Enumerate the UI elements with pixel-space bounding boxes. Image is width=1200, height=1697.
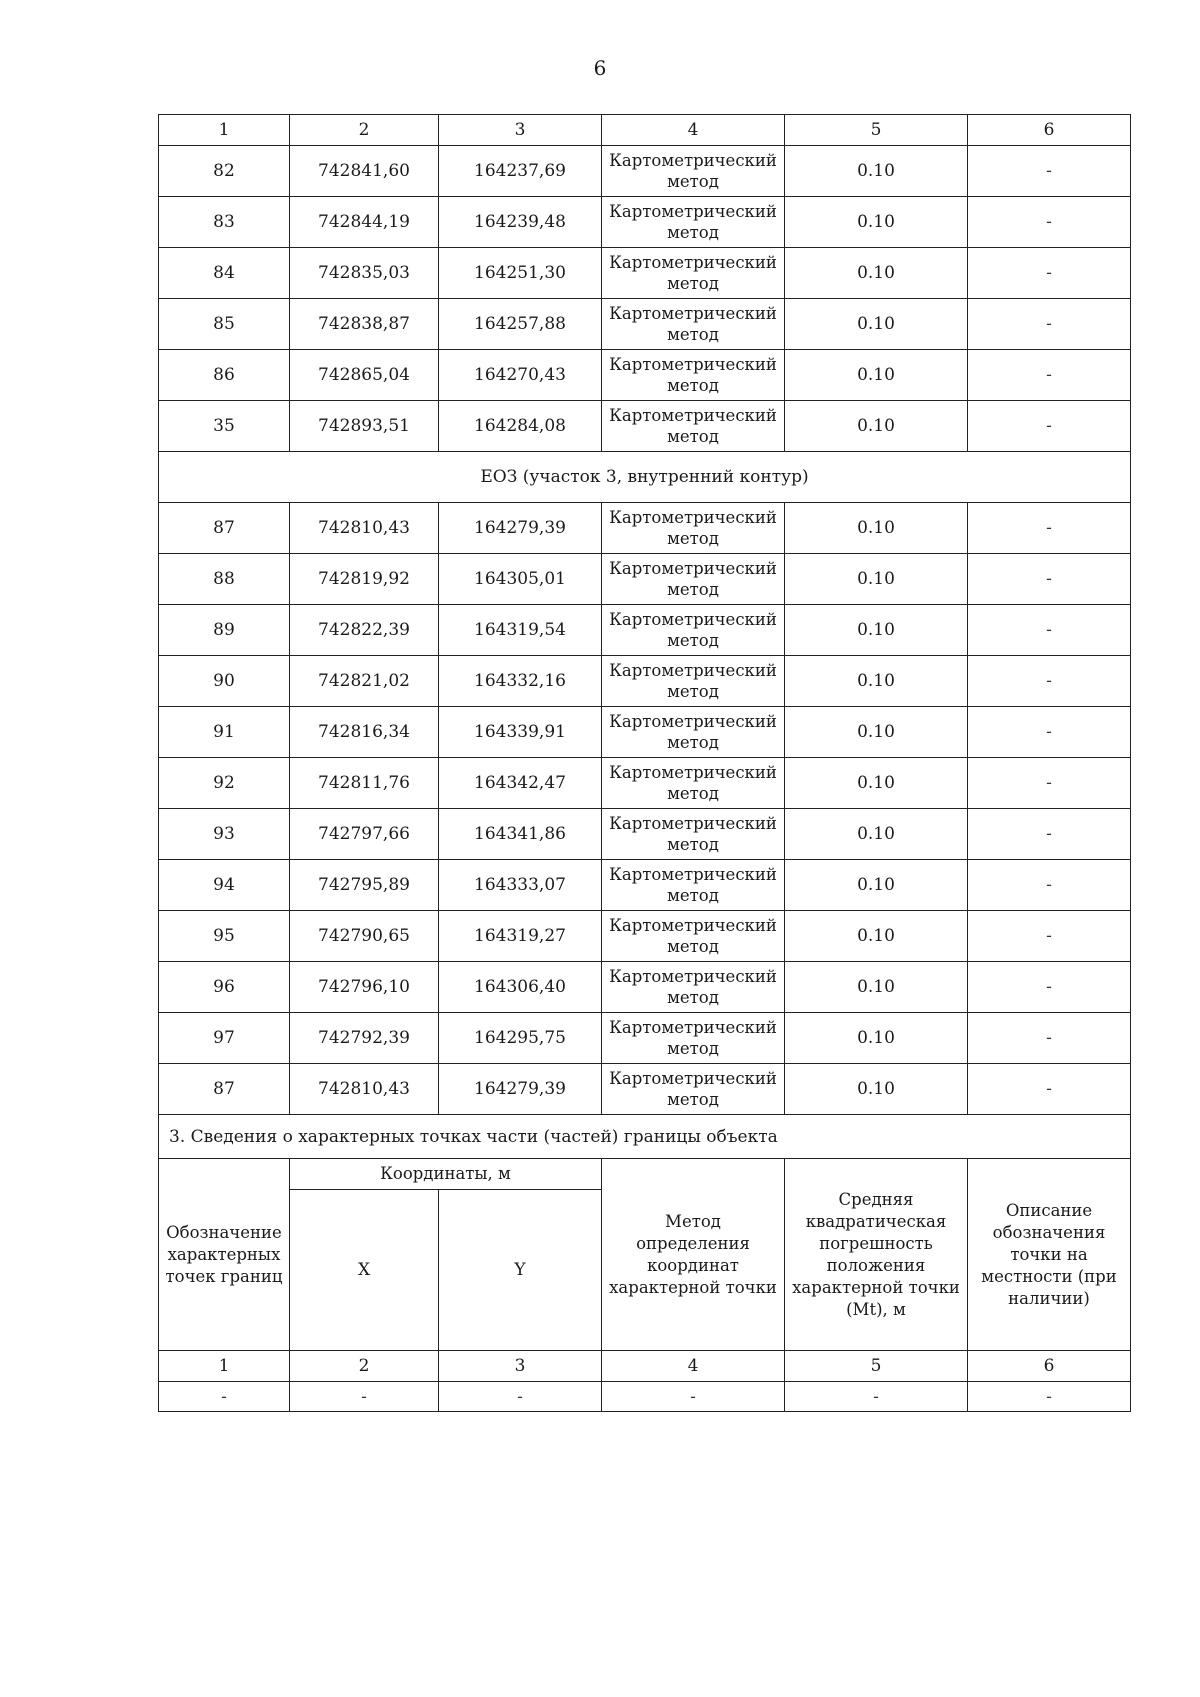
- description-cell: -: [968, 962, 1131, 1013]
- mt-label-header: Средняя квадратическая погрешность положения характерной точки (Mt), м: [785, 1159, 968, 1351]
- x-coordinate-cell: 742835,03: [290, 248, 439, 299]
- method-cell: Картометрический метод: [602, 554, 785, 605]
- table-row: [159, 197, 1131, 248]
- mt-cell: 0.10: [785, 554, 968, 605]
- column-number: 5: [785, 1351, 968, 1382]
- method-cell: Картометрический метод: [602, 809, 785, 860]
- table-row: [159, 146, 1131, 197]
- method-cell: Картометрический метод: [602, 146, 785, 197]
- description-cell: -: [968, 197, 1131, 248]
- y-coordinate-cell: 164237,69: [439, 146, 602, 197]
- method-cell: Картометрический метод: [602, 197, 785, 248]
- mt-cell: 0.10: [785, 1064, 968, 1115]
- table-row: [159, 707, 1131, 758]
- mt-cell: 0.10: [785, 860, 968, 911]
- x-coordinate-cell: 742792,39: [290, 1013, 439, 1064]
- description-cell: -: [968, 350, 1131, 401]
- table-row: [159, 401, 1131, 452]
- column-number: 1: [159, 1351, 290, 1382]
- point-cell: 35: [159, 401, 290, 452]
- y-coordinate-cell: 164342,47: [439, 758, 602, 809]
- mt-cell: 0.10: [785, 809, 968, 860]
- coords-label-header: Координаты, м: [290, 1159, 602, 1190]
- description-cell: -: [968, 656, 1131, 707]
- method-label-header: Метод определения координат характерной точки: [602, 1159, 785, 1351]
- column-number: 5: [785, 115, 968, 146]
- mt-cell: 0.10: [785, 503, 968, 554]
- table-row: [159, 809, 1131, 860]
- column-number: 1: [159, 115, 290, 146]
- empty-cell: -: [439, 1382, 602, 1412]
- description-cell: -: [968, 554, 1131, 605]
- section3-column-number-row: [159, 1351, 1131, 1382]
- table-row: [159, 860, 1131, 911]
- y-coordinate-cell: 164306,40: [439, 962, 602, 1013]
- point-cell: 91: [159, 707, 290, 758]
- y-coordinate-cell: 164257,88: [439, 299, 602, 350]
- method-cell: Картометрический метод: [602, 656, 785, 707]
- section3-header-row: [159, 1159, 1131, 1190]
- y-coordinate-cell: 164333,07: [439, 860, 602, 911]
- description-cell: -: [968, 1064, 1131, 1115]
- method-cell: Картометрический метод: [602, 1064, 785, 1115]
- x-coordinate-cell: 742810,43: [290, 503, 439, 554]
- point-cell: 87: [159, 503, 290, 554]
- method-cell: Картометрический метод: [602, 860, 785, 911]
- x-coordinate-cell: 742797,66: [290, 809, 439, 860]
- x-coordinate-cell: 742821,02: [290, 656, 439, 707]
- column-number: 3: [439, 1351, 602, 1382]
- description-cell: -: [968, 1013, 1131, 1064]
- point-cell: 96: [159, 962, 290, 1013]
- mt-cell: 0.10: [785, 146, 968, 197]
- point-cell: 84: [159, 248, 290, 299]
- mt-cell: 0.10: [785, 656, 968, 707]
- y-coordinate-cell: 164332,16: [439, 656, 602, 707]
- method-cell: Картометрический метод: [602, 962, 785, 1013]
- desc-label-header: Описание обозначения точки на местности (при наличии): [968, 1159, 1131, 1351]
- column-number: 4: [602, 115, 785, 146]
- method-cell: Картометрический метод: [602, 503, 785, 554]
- y-coordinate-cell: 164251,30: [439, 248, 602, 299]
- description-cell: -: [968, 146, 1131, 197]
- x-coordinate-cell: 742819,92: [290, 554, 439, 605]
- column-number: 6: [968, 115, 1131, 146]
- x-coordinate-cell: 742790,65: [290, 911, 439, 962]
- y-coordinate-cell: 164339,91: [439, 707, 602, 758]
- section-title-row: [159, 452, 1131, 503]
- x-coordinate-cell: 742822,39: [290, 605, 439, 656]
- table-row: [159, 758, 1131, 809]
- x-label-header: X: [290, 1190, 439, 1351]
- coordinates-table: [158, 114, 1131, 1412]
- table-row: [159, 605, 1131, 656]
- empty-cell: -: [968, 1382, 1131, 1412]
- point-cell: 86: [159, 350, 290, 401]
- mt-cell: 0.10: [785, 911, 968, 962]
- table-row: [159, 299, 1131, 350]
- method-cell: Картометрический метод: [602, 707, 785, 758]
- description-cell: -: [968, 809, 1131, 860]
- table-row: [159, 350, 1131, 401]
- x-coordinate-cell: 742811,76: [290, 758, 439, 809]
- description-cell: -: [968, 707, 1131, 758]
- x-coordinate-cell: 742893,51: [290, 401, 439, 452]
- y-coordinate-cell: 164319,27: [439, 911, 602, 962]
- mt-cell: 0.10: [785, 707, 968, 758]
- section3-empty-row: [159, 1382, 1131, 1412]
- point-cell: 97: [159, 1013, 290, 1064]
- mt-cell: 0.10: [785, 605, 968, 656]
- point-cell: 94: [159, 860, 290, 911]
- column-number: 4: [602, 1351, 785, 1382]
- point-cell: 85: [159, 299, 290, 350]
- y-coordinate-cell: 164305,01: [439, 554, 602, 605]
- point-cell: 82: [159, 146, 290, 197]
- mt-cell: 0.10: [785, 1013, 968, 1064]
- point-label-header: Обозначение характерных точек границ: [159, 1159, 290, 1351]
- table-row: [159, 1064, 1131, 1115]
- x-coordinate-cell: 742841,60: [290, 146, 439, 197]
- column-number: 2: [290, 115, 439, 146]
- description-cell: -: [968, 911, 1131, 962]
- point-cell: 88: [159, 554, 290, 605]
- table-row: [159, 503, 1131, 554]
- x-coordinate-cell: 742838,87: [290, 299, 439, 350]
- method-cell: Картометрический метод: [602, 758, 785, 809]
- description-cell: -: [968, 401, 1131, 452]
- table-row: [159, 1013, 1131, 1064]
- table-row: [159, 554, 1131, 605]
- point-cell: 83: [159, 197, 290, 248]
- table-row: [159, 248, 1131, 299]
- y-coordinate-cell: 164341,86: [439, 809, 602, 860]
- table-row: [159, 656, 1131, 707]
- description-cell: -: [968, 248, 1131, 299]
- method-cell: Картометрический метод: [602, 350, 785, 401]
- empty-cell: -: [159, 1382, 290, 1412]
- x-coordinate-cell: 742865,04: [290, 350, 439, 401]
- mt-cell: 0.10: [785, 401, 968, 452]
- table-row: [159, 911, 1131, 962]
- mt-cell: 0.10: [785, 197, 968, 248]
- description-cell: -: [968, 758, 1131, 809]
- page-number: 6: [593, 56, 607, 80]
- mt-cell: 0.10: [785, 350, 968, 401]
- column-number-row: [159, 115, 1131, 146]
- section-title: ЕОЗ (участок 3, внутренний контур): [159, 452, 1131, 503]
- point-cell: 87: [159, 1064, 290, 1115]
- y-coordinate-cell: 164284,08: [439, 401, 602, 452]
- empty-cell: -: [785, 1382, 968, 1412]
- point-cell: 89: [159, 605, 290, 656]
- description-cell: -: [968, 860, 1131, 911]
- column-number: 3: [439, 115, 602, 146]
- mt-cell: 0.10: [785, 758, 968, 809]
- point-cell: 95: [159, 911, 290, 962]
- x-coordinate-cell: 742816,34: [290, 707, 439, 758]
- x-coordinate-cell: 742810,43: [290, 1064, 439, 1115]
- column-number: 2: [290, 1351, 439, 1382]
- description-cell: -: [968, 299, 1131, 350]
- y-label-header: Y: [439, 1190, 602, 1351]
- y-coordinate-cell: 164279,39: [439, 503, 602, 554]
- x-coordinate-cell: 742796,10: [290, 962, 439, 1013]
- section3-title-row: [159, 1115, 1131, 1159]
- method-cell: Картометрический метод: [602, 911, 785, 962]
- y-coordinate-cell: 164319,54: [439, 605, 602, 656]
- section3-title: 3. Сведения о характерных точках части (частей) границы объекта: [159, 1115, 1131, 1159]
- empty-cell: -: [290, 1382, 439, 1412]
- method-cell: Картометрический метод: [602, 605, 785, 656]
- method-cell: Картометрический метод: [602, 1013, 785, 1064]
- point-cell: 92: [159, 758, 290, 809]
- description-cell: -: [968, 605, 1131, 656]
- y-coordinate-cell: 164279,39: [439, 1064, 602, 1115]
- x-coordinate-cell: 742795,89: [290, 860, 439, 911]
- description-cell: -: [968, 503, 1131, 554]
- y-coordinate-cell: 164295,75: [439, 1013, 602, 1064]
- y-coordinate-cell: 164239,48: [439, 197, 602, 248]
- table-row: [159, 962, 1131, 1013]
- mt-cell: 0.10: [785, 248, 968, 299]
- mt-cell: 0.10: [785, 962, 968, 1013]
- y-coordinate-cell: 164270,43: [439, 350, 602, 401]
- method-cell: Картометрический метод: [602, 299, 785, 350]
- x-coordinate-cell: 742844,19: [290, 197, 439, 248]
- point-cell: 90: [159, 656, 290, 707]
- point-cell: 93: [159, 809, 290, 860]
- method-cell: Картометрический метод: [602, 248, 785, 299]
- column-number: 6: [968, 1351, 1131, 1382]
- empty-cell: -: [602, 1382, 785, 1412]
- mt-cell: 0.10: [785, 299, 968, 350]
- method-cell: Картометрический метод: [602, 401, 785, 452]
